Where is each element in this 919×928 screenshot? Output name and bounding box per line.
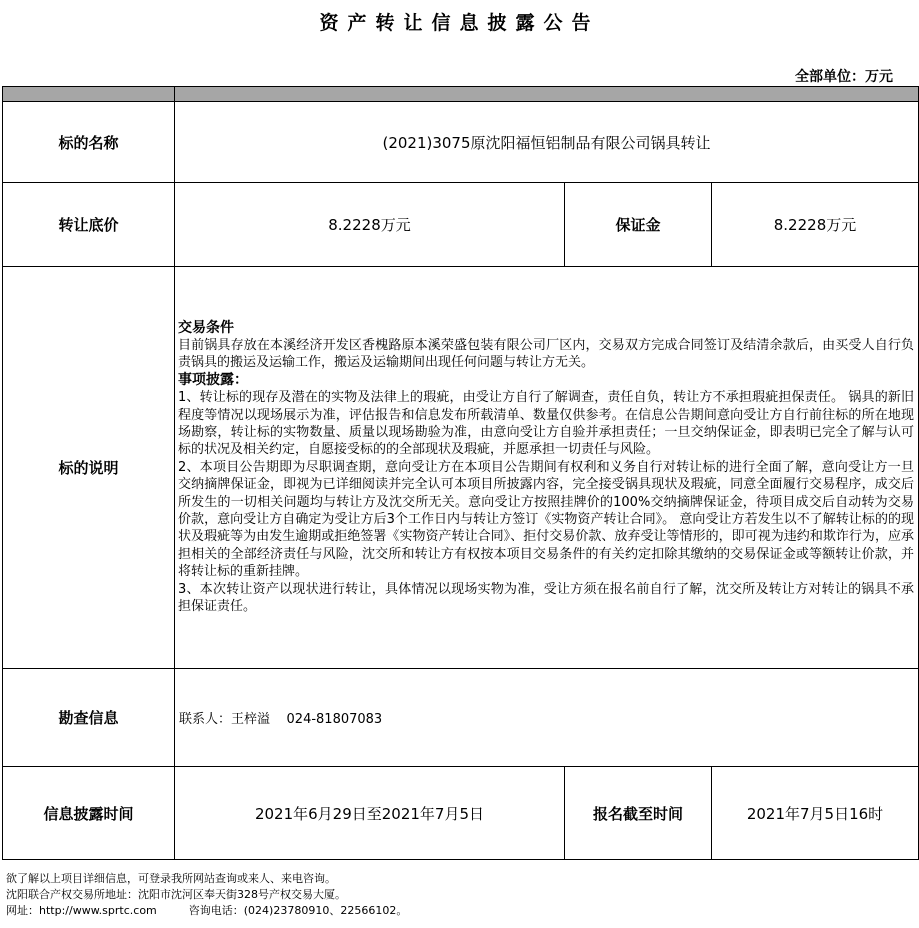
- disclosure-time-value: 2021年6月29日至2021年7月5日: [175, 767, 565, 860]
- footer-website-link[interactable]: 网址：http://www.sprtc.com: [6, 904, 157, 917]
- deadline-value: 2021年7月5日16时: [712, 767, 919, 860]
- header-bar-cell-right: [175, 87, 919, 102]
- footer-inquiry-note: 欲了解以上项目详细信息，可登录我所网站查询或来人、来电咨询。: [6, 872, 336, 885]
- asset-name-value: (2021)3075原沈阳福恒铝制品有限公司锅具转让: [175, 102, 919, 183]
- footer-phone: 咨询电话：(024)23780910、22566102。: [188, 904, 408, 917]
- trade-conditions-heading: 交易条件: [178, 319, 234, 336]
- description-label: 标的说明: [3, 267, 175, 669]
- row-survey: [3, 669, 919, 767]
- footer: [6, 871, 407, 919]
- description-content: [175, 267, 919, 669]
- header-bar: [3, 87, 919, 102]
- disclosure-items-heading: 事项披露：: [178, 371, 248, 388]
- deposit-value: 8.2228万元: [712, 183, 919, 267]
- row-asset-name: [3, 102, 919, 183]
- footer-address: 沈阳联合产权交易所地址：沈阳市沈河区奉天街328号产权交易大厦。: [6, 888, 346, 901]
- base-price-value: 8.2228万元: [175, 183, 565, 267]
- deposit-label: 保证金: [565, 183, 712, 267]
- base-price-label: 转让底价: [3, 183, 175, 267]
- row-price: [3, 183, 919, 267]
- disclosure-item-1: 1、转让标的现存及潜在的实物及法律上的瑕疵，由受让方自行了解调查，责任自负，转让方不承担瑕疵担保责任。 锅具的新旧程度等情况以现场展示为准，评估报告和信息发布所载清单、数量仅供参考。在信息公告期间意向受让方自行前往标的所在地现场勘察，转让标的实物数量、质量以现场勘验为准，由意向受让方自验并承担责任；一旦交纳保证金，即表明已完全了解与认可标的状况及相关约定，自愿接受标的的全部现状及瑕疵，并愿承担一切责任与风险。: [178, 390, 915, 458]
- footer-contact-line: [6, 903, 407, 919]
- trade-conditions-text: 目前锅具存放在本溪经济开发区香槐路原本溪荣盛包装有限公司厂区内，交易双方完成合同签订及结清余款后，由买受人自行负责锅具的搬运及运输工作，搬运及运输期间出现任何问题与转让方无关。: [178, 337, 915, 371]
- header-bar-cell-left: [3, 87, 175, 102]
- unit-note: 全部单位：万元: [795, 69, 893, 85]
- disclosure-item-2: 2、本项目公告期即为尽职调查期，意向受让方在本项目公告期间有权利和义务自行对转让标的进行全面了解，意向受让方一旦交纳摘牌保证金，即视为已详细阅读并完全认可本项目所披露内容，完全接受锅具现状及瑕疵，同意全面履行交易程序，成交后所发生的一切相关问题均与转让方及沈交所无关。意向受让方按照挂牌价的100%交纳摘牌保证金，待项目成交后自动转为交易价款，意向受让方自确定为受让方后3个工作日内与转让方签订《实物资产转让合同》。 意向受让方若发生以不了解转让标的的现状及瑕疵等为由发生逾期或拒绝签署《实物资产转让合同》、拒付交易价款、放弃受让等情形的，即可视为违约和欺诈行为，应承担相关的全部经济责任与风险，沈交所和转让方有权按本项目交易条件的有关约定扣除其缴纳的交易保证金或等额转让价款，并将转让标的重新挂牌。: [178, 459, 915, 580]
- asset-name-label: 标的名称: [3, 102, 175, 183]
- disclosure-time-label: 信息披露时间: [3, 767, 175, 860]
- row-time: [3, 767, 919, 860]
- survey-contact: 联系人：王梓溢 024-81807083: [175, 669, 919, 767]
- page-title: 资产转让信息披露公告: [319, 12, 600, 34]
- disclosure-table: [2, 86, 919, 860]
- disclosure-item-3: 3、本次转让资产以现状进行转让，具体情况以现场实物为准，受让方须在报名前自行了解，沈交所及转让方对转让的锅具不承担保证责任。: [178, 581, 915, 615]
- row-description: [3, 267, 919, 669]
- deadline-label: 报名截至时间: [565, 767, 712, 860]
- survey-label: 勘查信息: [3, 669, 175, 767]
